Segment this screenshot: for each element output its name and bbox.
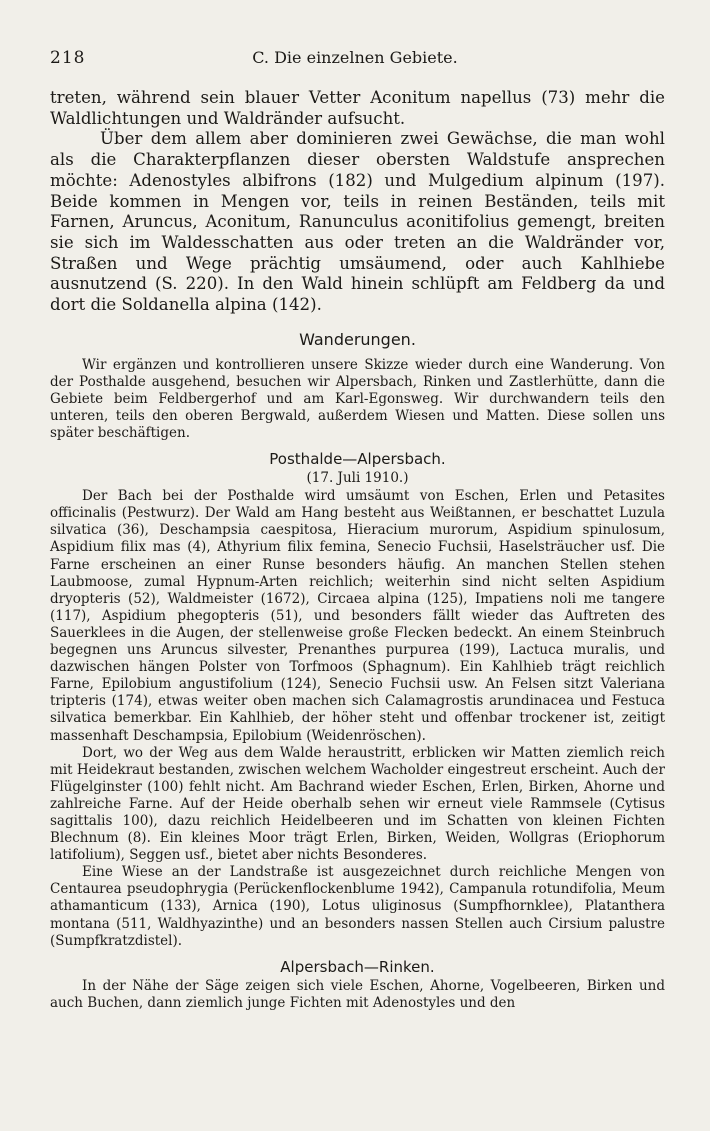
section-heading-alpersbach: Alpersbach—Rinken. <box>280 957 435 976</box>
paragraph: Wir ergänzen und kontrollieren unsere Skizze wieder durch eine Wanderung. Von der Posthalde ausgehend, besuchen wir Alpersbach, Rinken und Zastlerhütte, dann die Gebiete beim Feldbergerhof und am Karl-Egonsweg. Wir durchwandern teils den unteren, teils den oberen Bergwald, außerdem Wiesen und Matten. Diese sollen uns später beschäftigen. <box>50 356 665 442</box>
intro-section <box>50 88 665 316</box>
page-header <box>50 48 660 76</box>
paragraph: Eine Wiese an der Landstraße ist ausgezeichnet durch reichliche Mengen von Centaurea pseudophrygia (Perückenflockenblume 1942), Campanula rotundifolia, Meum athamanticum (133), Arnica (190), Lotus uliginosus (Sumpfhornklee), Platanthera montana (511, Waldhyazinthe) und an besonders nassen Stellen auch Cirsium palustre (Sumpfkratzdistel). <box>50 864 665 949</box>
alpersbach-section <box>50 978 665 1012</box>
paragraph: Über dem allem aber dominieren zwei Gewächse, die man wohl als die Charakterpflanzen dieser obersten Waldstufe ansprechen möchte: Adenostyles albifrons (182) und Mulgedium alpinum (197). Beide kommen in Mengen vor, teils in reinen Beständen, teils mit Farnen, Aruncus, Aconitum, Ranunculus aconitifolius gemengt, breiten sie sich im Waldesschatten aus oder treten an die Waldränder vor, Straßen und Wege prächtig umsäumend, oder auch Kahlhiebe ausnutzend (S. 220). In den Wald hinein schlüpft am Feldberg da und dort die Soldanella alpina (142). <box>50 129 665 315</box>
paragraph: Der Bach bei der Posthalde wird umsäumt von Eschen, Erlen und Petasites officinalis (Pestwurz). Der Wald am Hang besteht aus Weißtannen, er beschattet Luzula silvatica (36), Deschampsia caespitosa, Hieracium murorum, Aspidium spinulosum, Aspidium filix mas (4), Athyrium filix femina, Senecio Fuchsii, Haselsträucher usf. Die Farne erscheinen an einer Runse besonders häufig. An manchen Stellen stehen Laubmoose, zumal Hypnum-Arten reichlich; weiterhin sind nicht selten Aspidium dryopteris (52), Waldmeister (1672), Circaea alpina (125), Impatiens noli me tangere (117), Aspidium phegopteris (51), und besonders fällt wieder das Auftreten des Sauerklees in die Augen, der stellenweise große Flecken bedeckt. An einem Steinbruch begegnen uns Aruncus silvester, Prenanthes purpurea (199), Lactuca muralis, und dazwischen hängen Polster von Torfmoos (Sphagnum). Ein Kahlhieb trägt reichlich Farne, Epilobium angustifolium (124), Senecio Fuchsii usw. An Felsen sitzt Valeriana tripteris (174), etwas weiter oben machen sich Calamagrostis arundinacea und Festuca silvatica bemerkbar. Ein Kahlhieb, der höher steht und offenbar trockener ist, zeitigt massenhaft Deschampsia, Epilobium (Weidenröschen). <box>50 488 665 744</box>
paragraph: Dort, wo der Weg aus dem Walde heraustritt, erblicken wir Matten ziemlich reich mit Heidekraut bestanden, zwischen welchem Wacholder eingestreut erscheint. Auch der Flügelginster (100) fehlt nicht. Am Bachrand wieder Eschen, Erlen, Birken, Ahorne und zahlreiche Farne. Auf der Heide oberhalb sehen wir erneut viele Rammsele (Cytisus sagittalis 100), dazu reichlich Heidelbeeren und im Schatten von kleinen Fichten Blechnum (8). Ein kleines Moor trägt Erlen, Birken, Weiden, Wollgras (Eriophorum latifolium), Seggen usf., bietet aber nichts Besonderes. <box>50 744 665 864</box>
paragraph: treten, während sein blauer Vetter Aconitum napellus (73) mehr die Waldlichtungen und Waldränder aufsucht. <box>50 88 665 128</box>
running-title: C. Die einzelnen Gebiete. <box>252 48 458 67</box>
posthalde-section <box>50 488 665 950</box>
wanderungen-section <box>50 357 665 442</box>
page-number: 218 <box>50 48 86 68</box>
paragraph: In der Nähe der Säge zeigen sich viele Eschen, Ahorne, Vogelbeeren, Birken und auch Buchen, dann ziemlich junge Fichten mit Adenostyles und den <box>50 977 665 1011</box>
section-heading-wanderungen: Wanderungen. <box>299 329 416 349</box>
page-body <box>50 88 665 1012</box>
section-date: (17. Juli 1910.) <box>306 470 409 487</box>
section-heading-posthalde: Posthalde—Alpersbach. <box>269 450 446 469</box>
